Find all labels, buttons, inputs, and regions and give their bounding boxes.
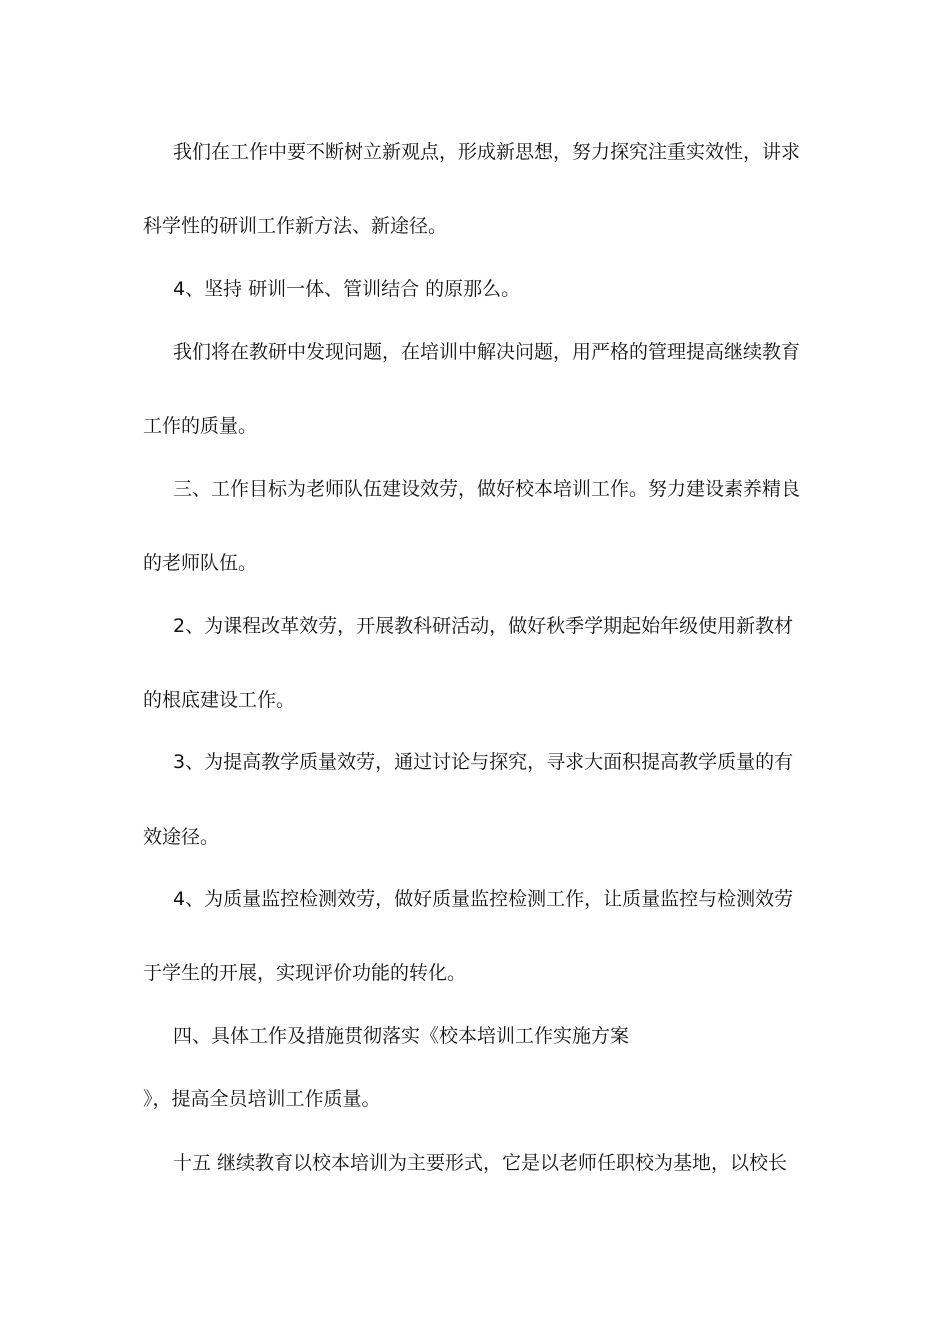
text-line: 十五 继续教育以校本培训为主要形式，它是以老师任职校为基地，以校长 <box>173 1152 788 1174</box>
text-line: 效途径。 <box>143 826 220 848</box>
text-line: 四、具体工作及措施贯彻落实《校本培训工作实施方案 <box>173 1025 630 1047</box>
text-line: 》，提高全员培训工作质量。 <box>143 1088 381 1110</box>
text-line: 我们将在教研中发现问题，在培训中解决问题，用严格的管理提高继续教育 <box>173 341 801 363</box>
text-line: 工作的质量。 <box>143 415 258 437</box>
text-line: 于学生的开展，实现评价功能的转化。 <box>143 962 467 984</box>
text-line: 3、为提高教学质量效劳，通过讨论与探究，寻求大面积提高教学质量的有 <box>173 751 794 773</box>
text-line: 2、为课程改革效劳，开展教科研活动，做好秋季学期起始年级使用新教材 <box>173 615 794 637</box>
text-line: 的根底建设工作。 <box>143 689 296 711</box>
text-line: 我们在工作中要不断树立新观点，形成新思想，努力探究注重实效性，讲求 <box>173 141 801 163</box>
text-line: 4、为质量监控检测效劳，做好质量监控检测工作，让质量监控与检测效劳 <box>173 888 794 910</box>
text-line: 三、工作目标为老师队伍建设效劳，做好校本培训工作。努力建设素养精良 <box>173 478 801 500</box>
text-line: 的老师队伍。 <box>143 552 258 574</box>
text-line: 4、坚持 研训一体、管训结合 的原那么。 <box>173 278 521 300</box>
text-line: 科学性的研训工作新方法、新途径。 <box>143 215 448 237</box>
